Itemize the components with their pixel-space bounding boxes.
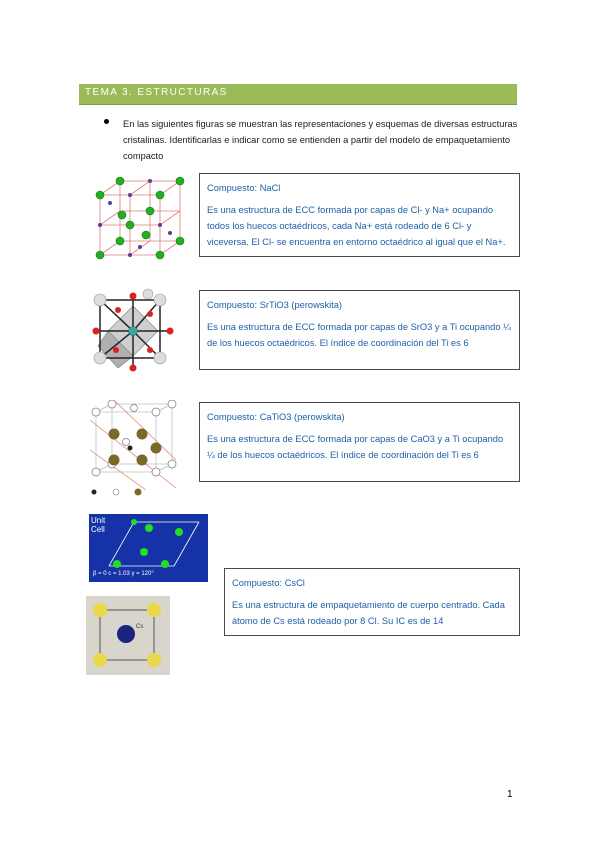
nacl-description-text: Es una estructura de ECC formada por capas de Cl- y Na+ ocupando todos los huecos octaédricos, cada Na+ está rodeado de 6 Cl- y viceversa. El Cl- se encuentra en entorno octaédrico al igual que el Na+. xyxy=(207,205,506,247)
nacl-description-box xyxy=(199,173,520,257)
unit-cell-label-line2: Cell xyxy=(91,525,105,534)
nacl-compound-title: Compuesto: NaCl xyxy=(207,183,281,193)
srtio3-description-text: Es una estructura de ECC formada por capas de SrO3 y a Ti ocupando ¼ de los huecos octaédricos. El índice de coordinación del Ti es 6 xyxy=(207,322,511,348)
section-header-banner xyxy=(79,84,517,105)
srtio3-description-box xyxy=(199,290,520,370)
srtio3-compound-title: Compuesto: SrTiO3 (perowskita) xyxy=(207,300,343,310)
section-header-title: TEMA 3. ESTRUCTURAS xyxy=(85,87,228,98)
cscl-photo-figure xyxy=(86,596,170,675)
intro-paragraph: En las siguientes figuras se muestran las representaciones y esquemas de diversas estructuras cristalinas. Identificarlas e indicar como se entienden a partir del modelo de empaquetamiento compacto xyxy=(123,119,518,161)
unit-cell-label-line1: Unit xyxy=(91,516,106,525)
cscl-description-text: Es una estructura de empaquetamiento de cuerpo centrado. Cada átomo de Cs está rodeado por 8 Cl. Su IC es de 14 xyxy=(232,600,505,626)
catio3-description-text: Es una estructura de ECC formada por capas de CaO3 y a Ti ocupando ¼ de los huecos octaédricos. El índice de coordinación del Ti es 6 xyxy=(207,434,504,460)
catio3-compound-title: Compuesto: CaTiO3 (perowskita) xyxy=(207,412,345,422)
unit-cell-figure xyxy=(89,514,208,582)
srtio3-structure-figure xyxy=(88,286,178,376)
bullet-point-icon xyxy=(104,119,109,124)
cscl-compound-title: Compuesto: CsCl xyxy=(232,578,305,588)
cscl-atom-label: Cs xyxy=(136,624,144,630)
catio3-description-box xyxy=(199,402,520,482)
cscl-description-box xyxy=(224,568,520,636)
nacl-structure-figure xyxy=(86,175,196,267)
page-number: 1 xyxy=(507,789,513,800)
unit-cell-params: β = 0 c = 1.03 γ = 120° xyxy=(93,571,154,577)
catio3-structure-figure xyxy=(86,400,186,500)
